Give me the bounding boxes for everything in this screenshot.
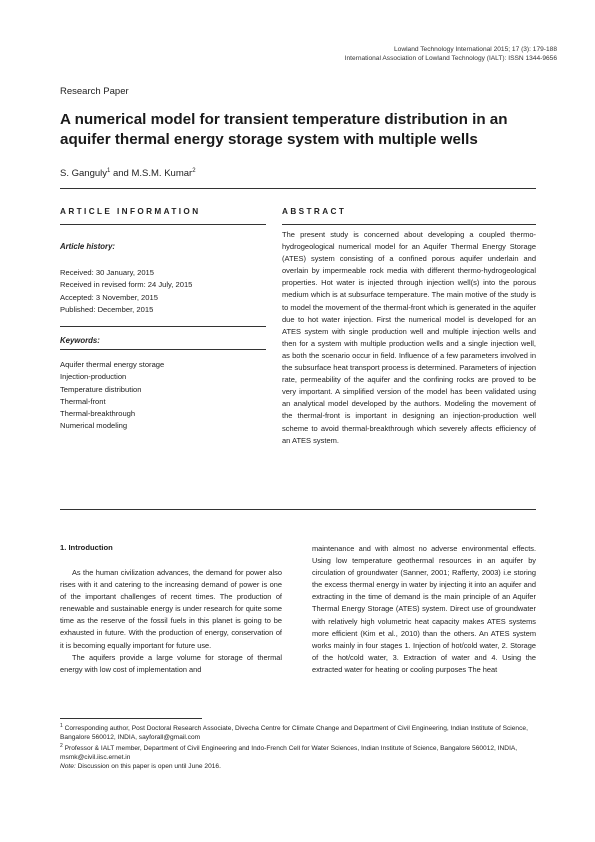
paper-type: Research Paper xyxy=(60,86,129,97)
note-label: Note: xyxy=(60,763,76,770)
author-footnote-mark: 2 xyxy=(192,168,196,174)
author-footnote-mark: 1 xyxy=(107,168,111,174)
author-connector: and xyxy=(110,168,132,179)
header-divider xyxy=(60,188,536,189)
author-name: S. Ganguly xyxy=(60,168,107,179)
history-item: Received in revised form: 24 July, 2015 xyxy=(60,280,193,290)
keyword-item: Thermal-front xyxy=(60,396,106,406)
keyword-item: Numerical modeling xyxy=(60,421,128,431)
keywords-underline xyxy=(60,349,266,350)
abstract-bottom-divider xyxy=(60,509,536,510)
footnote-1 xyxy=(60,722,540,742)
article-history xyxy=(60,267,192,316)
keywords-list xyxy=(60,359,164,433)
keyword-item: Thermal-breakthrough xyxy=(60,409,136,419)
footnote-mark: 2 xyxy=(60,743,63,749)
author-line xyxy=(60,168,196,179)
discussion-note xyxy=(60,762,540,771)
history-item: Received: 30 January, 2015 xyxy=(60,268,154,277)
footnote-2 xyxy=(60,742,540,762)
intro-column-left xyxy=(60,567,282,676)
paper-title: A numerical model for transient temperature distribution in an aquifer thermal energy storage system with multiple wells xyxy=(60,111,508,148)
footnote-divider xyxy=(60,718,202,719)
intro-column-right xyxy=(312,543,536,676)
footnote-text: Professor & IALT member, Department of Civil Engineering and Indo-French Cell for Water Sciences, Indian Institute of Science, Bangalore 560012, INDIA, msmk@civil.iisc.ernet.in xyxy=(60,745,518,762)
footnote-mark: 1 xyxy=(60,723,63,729)
history-item: Published: December, 2015 xyxy=(60,304,154,314)
introduction-heading: 1. Introduction xyxy=(60,543,113,552)
abstract-divider xyxy=(282,224,536,225)
article-info-divider xyxy=(60,224,266,225)
abstract-heading: ABSTRACT xyxy=(282,207,347,216)
footnote-text: Corresponding author, Post Doctoral Research Associate, Divecha Centre for Climate Change and Department of Civil Engineering, Indian Institute of Science, Bangalore 560012, INDIA, sayforall@gmail.com xyxy=(60,725,528,742)
article-info-heading: ARTICLE INFORMATION xyxy=(60,207,201,216)
intro-paragraph: As the human civilization advances, the demand for power also rises with it and catering to the increasing demand of power is one of the important challenges of recent times. The production of renewable and sustainable energy is under research for quite some time as the reserve of the fossil fuels in this planet is going to be exhausted in future. With the production of energy, conservation of it is becoming equally important for future use. xyxy=(60,568,282,650)
journal-citation: Lowland Technology International 2015; 17 (3): 179-188 xyxy=(393,46,557,53)
keywords-divider xyxy=(60,326,266,327)
abstract-text: The present study is concerned about developing a coupled thermo-hydrogeological numerical model for an Aquifer Thermal Energy Storage (ATES) system consisting of a confined porous aquifer underlain and overlain by impermeable rock media with different thermo-hydrogeological properties. Hot water is injected through injection well(s) into the porous medium which is at subsurface temperature. The main motive of the study is to model the movement of the thermal-front which is generated in the aquifer due to hot water injection. First the numerical model is developed for an ATES system with single production well and multiple injection wells and then for a system with multiple production wells and a single injection well, as both the scenario occur in field. Influence of a few parameters involved in the subsurface heat transport process is determined. Parameters of injection rate, permeability of the aquifer and the confining rocks are proved to be very important. A simplified version of the model has been validated using an analytical model developed by the authors. Modeling the movement of the thermal-front is important in designing an injection-production well scheme to avoid thermal-breakthrough which severely affects efficiency of an ATES system. xyxy=(282,230,536,445)
keywords-label: Keywords: xyxy=(60,336,100,345)
keyword-item: Injection-production xyxy=(60,372,127,382)
author-name: M.S.M. Kumar xyxy=(131,168,193,179)
article-history-label: Article history: xyxy=(60,242,116,251)
keyword-item: Aquifer thermal energy storage xyxy=(60,360,165,369)
intro-paragraph-continued: maintenance and with almost no adverse environmental effects. Using low temperature geothermal resources in an aquifer by circulation of groundwater (Sanner, 2001; Rafferty, 2003) i.e storing the excess thermal energy in water by injecting it into an aquifer and extracting in the time of demand is the main principle of an Aquifer Thermal Energy Storage (ATES) system. Direct use of groundwater with relatively high volumetric heat capacity makes ATES systems more efficient (Kim et al., 2010) than the others. An ATES system works mainly in four stages 1. Injection of hot/cold water, 2. Storage of the hot/cold water, 3. Extraction of water and 4. Using the extracted water for heating or cooling purposes The heat xyxy=(312,544,536,674)
keyword-item: Temperature distribution xyxy=(60,384,142,394)
history-item: Accepted: 3 November, 2015 xyxy=(60,292,158,302)
intro-paragraph: The aquifers provide a large volume for storage of thermal energy with low cost of implementation and xyxy=(60,652,282,674)
note-text: Discussion on this paper is open until June 2016. xyxy=(75,763,221,770)
journal-issn: International Association of Lowland Technology (IALT): ISSN 1344-9656 xyxy=(344,55,557,62)
